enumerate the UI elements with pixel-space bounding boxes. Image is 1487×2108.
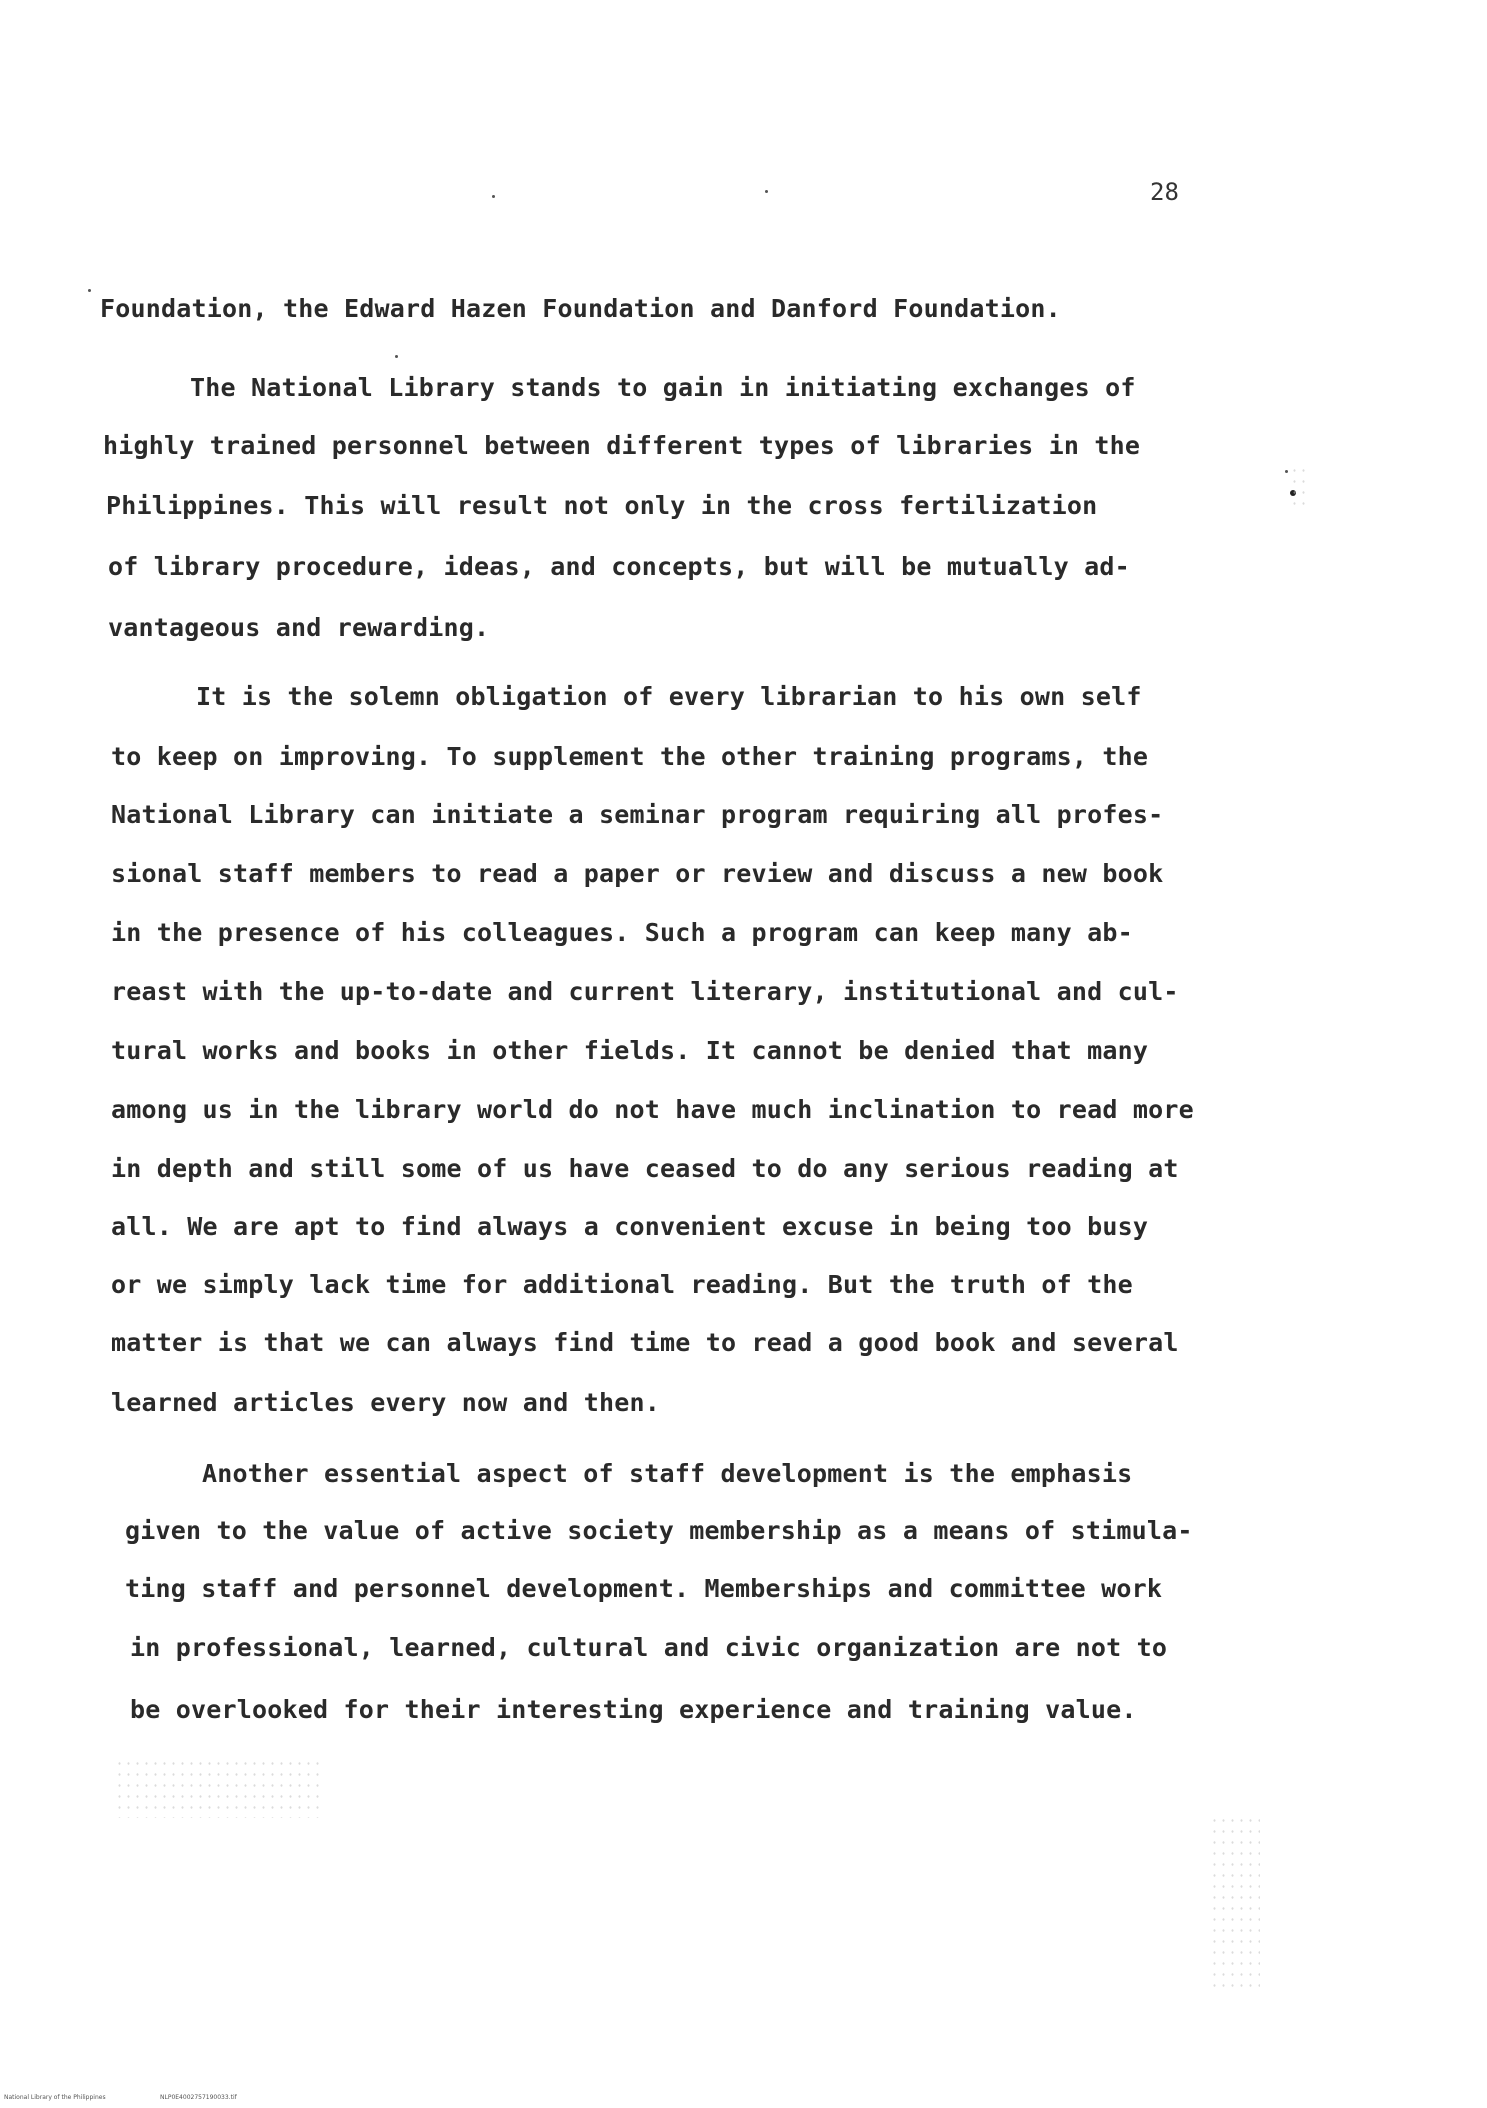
scan-speck (765, 190, 768, 193)
text-line: sional staff members to read a paper or review and discuss a new book (111, 859, 1164, 888)
text-line: all. We are apt to find always a convenient excuse in being too busy (111, 1212, 1149, 1241)
scan-noise (1210, 1815, 1260, 1995)
text-line: among us in the library world do not have much inclination to read more (111, 1095, 1194, 1124)
text-line: highly trained personnel between different types of libraries in the (103, 431, 1141, 460)
page-number: 28 (1150, 178, 1179, 206)
scan-speck (395, 355, 398, 358)
text-line: Another essential aspect of staff development is the emphasis (202, 1459, 1133, 1488)
text-line: or we simply lack time for additional reading. But the truth of the (111, 1270, 1133, 1299)
text-line: The National Library stands to gain in initiating exchanges of (190, 373, 1136, 402)
scan-noise (1290, 465, 1310, 505)
text-line: be overlooked for their interesting experience and training value. (130, 1695, 1137, 1724)
text-line: It is the solemn obligation of every librarian to his own self (196, 682, 1142, 711)
text-line: ting staff and personnel development. Memberships and committee work (125, 1574, 1163, 1603)
text-line: matter is that we can always find time to read a good book and several (111, 1328, 1179, 1357)
footer-filename: NLP0E4002757190033.tif (160, 2094, 237, 2101)
text-line: of library procedure, ideas, and concepts, but will be mutually ad- (108, 552, 1130, 581)
text-line: in depth and still some of us have ceased to do any serious reading at (111, 1154, 1179, 1183)
text-line: Philippines. This will result not only in the cross fertilization (106, 491, 1098, 520)
text-line: in professional, learned, cultural and civic organization are not to (130, 1633, 1168, 1662)
scan-speck (492, 195, 495, 198)
text-line: learned articles every now and then. (111, 1388, 661, 1417)
text-line: vantageous and rewarding. (108, 613, 490, 642)
scan-noise (115, 1758, 325, 1818)
footer-source: National Library of the Philippines (4, 2094, 106, 2101)
text-line: given to the value of active society membership as a means of stimula- (125, 1516, 1193, 1545)
text-line: reast with the up-to-date and current literary, institutional and cul- (111, 977, 1179, 1006)
scan-speck (88, 289, 91, 292)
text-line: Foundation, the Edward Hazen Foundation and Danford Foundation. (100, 294, 1061, 323)
text-line: in the presence of his colleagues. Such a program can keep many ab- (111, 918, 1133, 947)
text-line: National Library can initiate a seminar program requiring all profes- (111, 800, 1164, 829)
scan-speck (1285, 470, 1288, 473)
text-line: to keep on improving. To supplement the other training programs, the (111, 742, 1149, 771)
text-line: tural works and books in other fields. It cannot be denied that many (111, 1036, 1149, 1065)
